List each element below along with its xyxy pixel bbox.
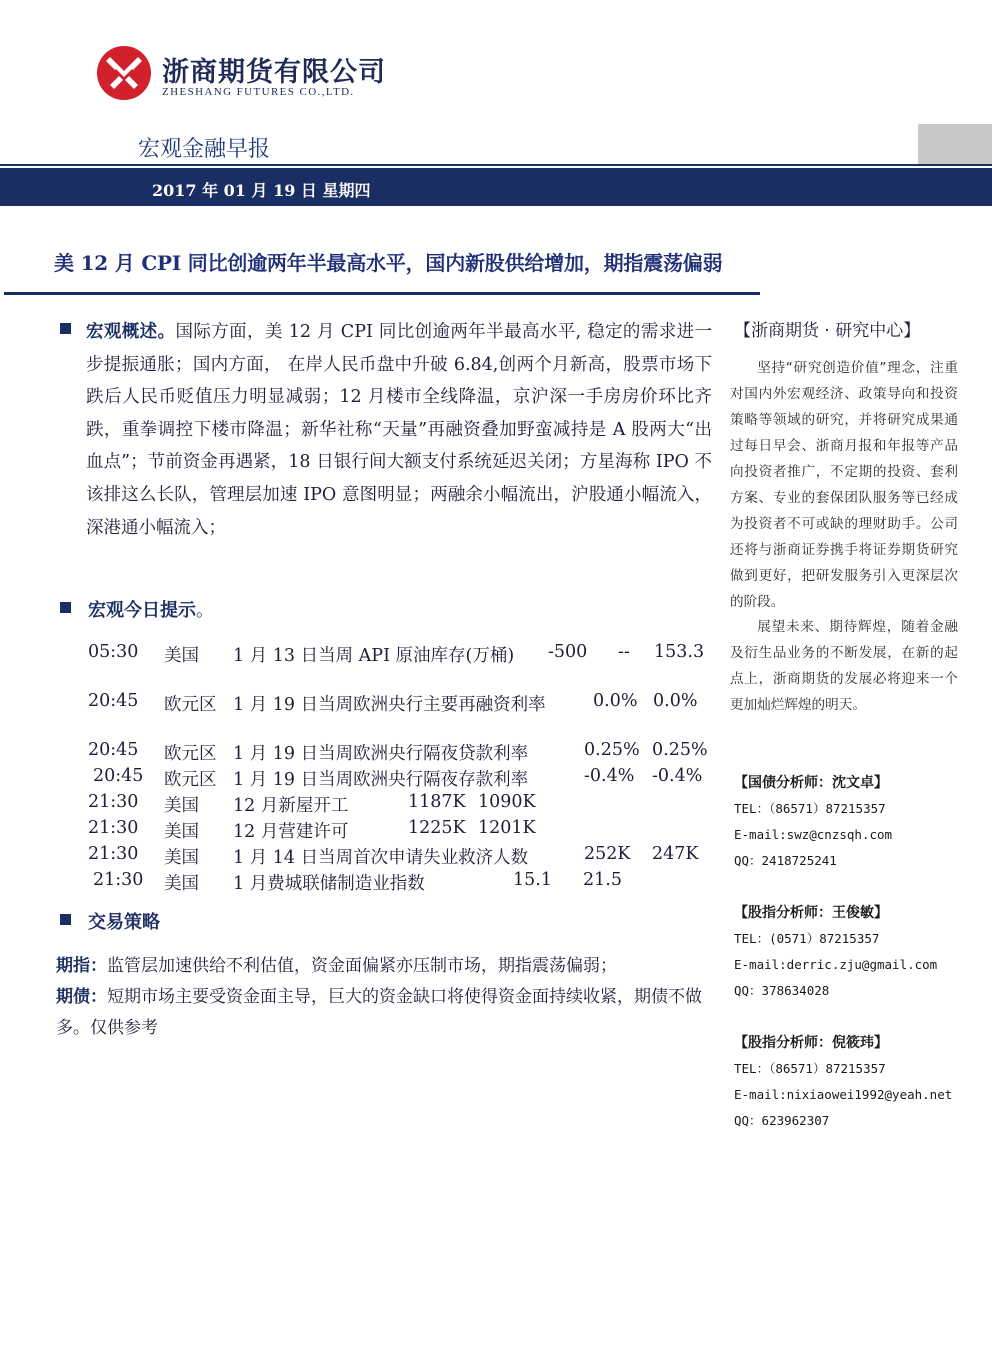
calendar-actual: 15.1: [513, 870, 552, 890]
calendar-forecast: 0.0%: [653, 691, 698, 711]
headline-divider: [4, 292, 760, 295]
calendar-actual: 0.0%: [593, 691, 638, 711]
calendar-forecast: 1201K: [478, 818, 536, 838]
analyst-name: 【股指分析师：王俊敏】: [734, 905, 888, 921]
calendar-event: 1 月费城联储制造业指数: [233, 874, 425, 894]
analyst-tel: TEL：(0571）87215357: [734, 931, 880, 946]
macro-overview-paragraph: [86, 316, 712, 544]
calendar-actual: 1187K: [408, 792, 466, 812]
report-date: 2017 年 01 月 19 日 星期四: [152, 181, 371, 200]
analyst-name: 【股指分析师：倪筱玮】: [734, 1035, 888, 1051]
bullet-square-icon: [60, 602, 71, 613]
company-name-en: ZHESHANG FUTURES CO.,LTD.: [162, 86, 355, 98]
calendar-event: 12 月新屋开工: [233, 796, 349, 816]
strategy-text: 短期市场主要受资金面主导，巨大的资金缺口将使得资金面持续收紧，期债不做多。仅供参考: [56, 987, 702, 1038]
calendar-forecast: 247K: [652, 844, 699, 864]
calendar-actual: 252K: [584, 844, 631, 864]
calendar-actual: 0.25%: [584, 740, 640, 760]
calendar-forecast: -0.4%: [652, 766, 703, 786]
calendar-time: 20:45: [88, 740, 139, 760]
today-tips-title: [88, 596, 214, 622]
date-bar: [0, 168, 992, 206]
strategy-text: 监管层加速供给不利估值，资金面偏紧亦压制市场，期指震荡偏弱；: [107, 956, 617, 976]
calendar-forecast: --: [618, 642, 630, 662]
calendar-row: [0, 740, 992, 766]
strategy-key: 期债：: [56, 987, 107, 1007]
analyst-qq: QQ：623962307: [734, 1113, 830, 1128]
calendar-time: 21:30: [93, 870, 144, 890]
calendar-event: 1 月 19 日当周欧洲央行隔夜贷款利率: [233, 744, 529, 764]
analyst-card: [734, 900, 937, 1004]
company-name-cn: 浙商期货有限公司: [162, 57, 386, 88]
calendar-previous: 153.3: [654, 642, 705, 662]
headline: 美 12 月 CPI 同比创逾两年半最高水平，国内新股供给增加，期指震荡偏弱: [54, 251, 723, 275]
strategy-body: [56, 951, 710, 1044]
research-center-outlook: 展望未来、期待辉煌，随着金融及衍生品业务的不断发展，在新的起点上，浙商期货的发展必将迎来一个更加灿烂辉煌的明天。: [730, 619, 958, 713]
analyst-tel: TEL：（86571）87215357: [734, 801, 886, 816]
company-logo: [96, 45, 152, 101]
today-tips-title-text: 宏观今日提示: [88, 600, 196, 621]
calendar-region: 美国: [164, 848, 199, 868]
calendar-event: 1 月 14 日当周首次申请失业救济人数: [233, 848, 529, 868]
calendar-region: 欧元区: [164, 744, 217, 764]
analyst-qq: QQ：2418725241: [734, 853, 837, 868]
calendar-event: 12 月营建许可: [233, 822, 349, 842]
report-type-title: 宏观金融早报: [138, 137, 271, 162]
calendar-region: 美国: [164, 796, 199, 816]
analyst-email[interactable]: E-mail:swz@cnzsqh.com: [734, 827, 893, 842]
calendar-actual: -0.4%: [584, 766, 635, 786]
analyst-email[interactable]: E-mail:derric.zju@gmail.com: [734, 957, 938, 972]
calendar-time: 20:45: [93, 766, 144, 786]
analyst-email[interactable]: E-mail:nixiaowei1992@yeah.net: [734, 1087, 953, 1102]
calendar-time: 05:30: [88, 642, 139, 662]
calendar-actual: 1225K: [408, 818, 466, 838]
header-gray-block: [918, 124, 992, 166]
header-divider: [0, 164, 992, 166]
bullet-square-icon: [60, 914, 71, 925]
research-center-title: 【浙商期货 · 研究中心】: [734, 321, 921, 341]
calendar-event: 1 月 19 日当周欧洲央行隔夜存款利率: [233, 770, 529, 790]
analyst-card: [734, 770, 892, 874]
today-tips-title-suffix: 。: [196, 600, 214, 621]
analyst-name: 【国债分析师：沈文卓】: [734, 775, 888, 791]
calendar-event: 1 月 13 日当周 API 原油库存(万桶): [233, 646, 515, 666]
analyst-card: [734, 1030, 952, 1134]
strategy-title: 交易策略: [88, 912, 160, 933]
calendar-time: 21:30: [88, 818, 139, 838]
research-center-intro: 坚持“研究创造价值”理念，注重对国内外宏观经济、政策导向和投资策略等领域的研究，并将研究成果通过每日早会、浙商月报和年报等产品向投资者推广，不定期的投资、套利方案、专业的套保团队服务等已经成为投资者不可或缺的理财助手。公司还将与浙商证券携手将证券期货研究做到更好，把研发服务引入更深层次的阶段。: [730, 360, 958, 610]
calendar-time: 21:30: [88, 792, 139, 812]
calendar-region: 美国: [164, 874, 199, 894]
calendar-time: 21:30: [88, 844, 139, 864]
analyst-tel: TEL：（86571）87215357: [734, 1061, 886, 1076]
calendar-forecast: 21.5: [583, 870, 622, 890]
calendar-region: 欧元区: [164, 770, 217, 790]
calendar-region: 美国: [164, 646, 199, 666]
calendar-forecast: 0.25%: [652, 740, 708, 760]
calendar-time: 20:45: [88, 691, 139, 711]
strategy-item: [56, 951, 710, 982]
macro-overview-text: 国际方面，美 12 月 CPI 同比创逾两年半最高水平, 稳定的需求进一步提振通胀；国内方面， 在岸人民币盘中升破 6.84,创两个月新高，股票市场下跌后人民币贬值压力明显减弱；12 月楼市全线降温，京沪深一手房房价环比齐跌，重拳调控下楼市降温；新华社称“天量”再融资叠加野蛮减持是 A 股两大“出血点”；节前资金再遇紧，18 日银行间大额支付系统延迟关闭；方星海称 IPO 不该排这么长队，管理层加速 IPO 意图明显；两融余小幅流出，沪股通小幅流入，深港通小幅流入；: [86, 322, 712, 538]
calendar-region: 欧元区: [164, 695, 217, 715]
strategy-key: 期指：: [56, 956, 107, 976]
calendar-forecast: 1090K: [478, 792, 536, 812]
analyst-qq: QQ：378634028: [734, 983, 830, 998]
calendar-region: 美国: [164, 822, 199, 842]
calendar-event: 1 月 19 日当周欧洲央行主要再融资利率: [233, 695, 546, 715]
strategy-item: [56, 982, 710, 1044]
macro-overview-lead: 宏观概述。: [86, 322, 176, 342]
bullet-square-icon: [60, 323, 71, 334]
calendar-actual: -500: [548, 642, 588, 662]
